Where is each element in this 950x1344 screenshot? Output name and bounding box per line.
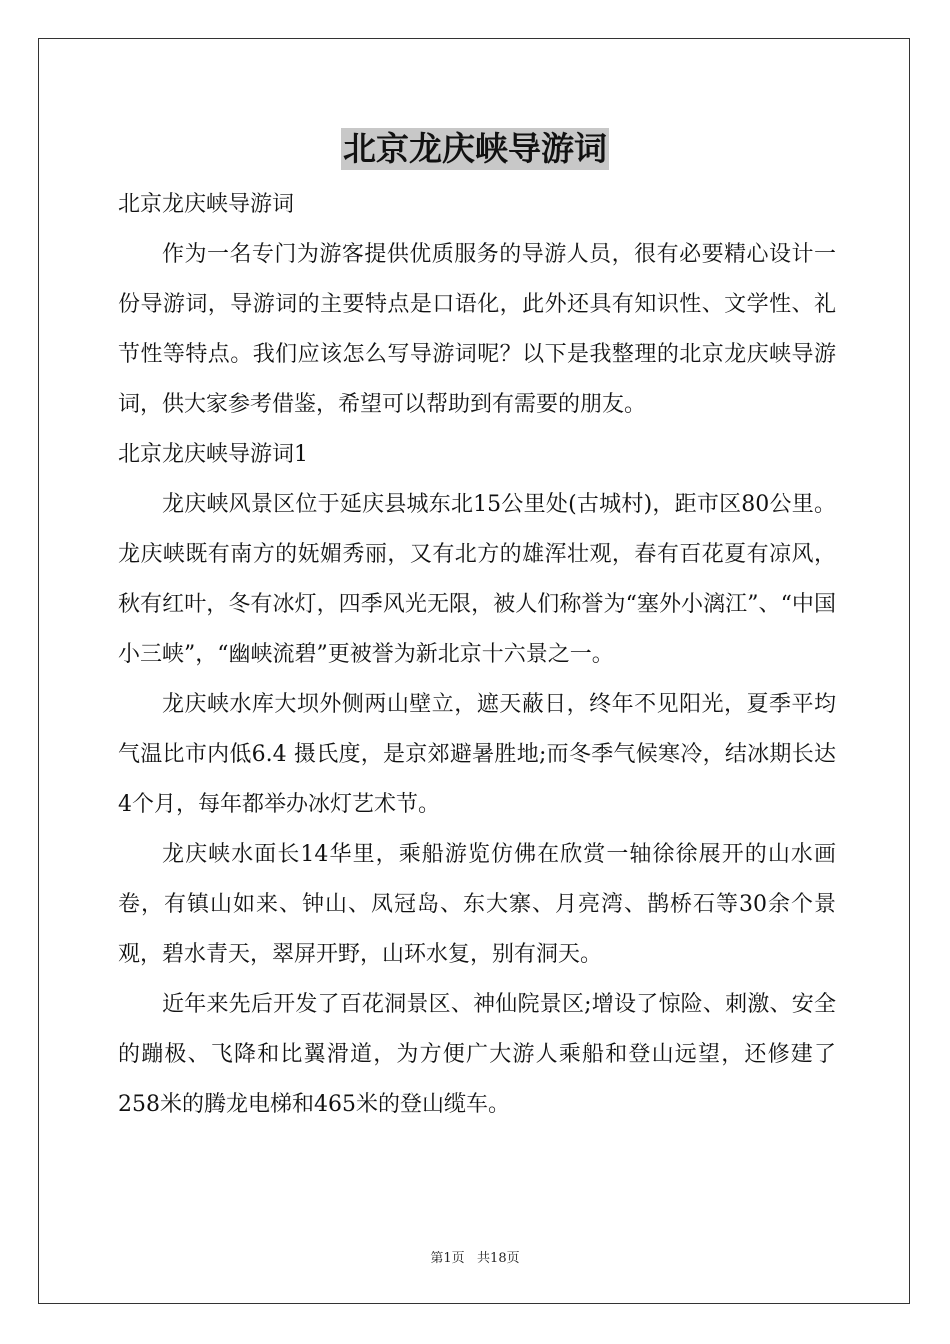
body-paragraph-4: 近年来先后开发了百花洞景区、神仙院景区;增设了惊险、刺激、安全的蹦极、飞降和比翼滑道，为方便广大游人乘船和登山远望，还修建了258米的腾龙电梯和465米的登山缆车。: [118, 992, 836, 1117]
intro-paragraph: 作为一名专门为游客提供优质服务的导游人员，很有必要精心设计一份导游词，导游词的主要特点是口语化，此外还具有知识性、文学性、礼节性等特点。我们应该怎么写导游词呢？以下是我整理的北京龙庆峡导游词，供大家参考借鉴，希望可以帮助到有需要的朋友。: [118, 242, 836, 417]
document-subtitle: 北京龙庆峡导游词: [118, 192, 295, 217]
section-heading: 北京龙庆峡导游词1: [118, 442, 308, 467]
document-title: 北京龙庆峡导游词: [343, 129, 607, 168]
page-footer: 第1页 共18页: [430, 1251, 520, 1266]
body-paragraph-3: 龙庆峡水面长14华里，乘船游览仿佛在欣赏一轴徐徐展开的山水画卷，有镇山如来、钟山、凤冠岛、东大寨、月亮湾、鹊桥石等30余个景观，碧水青天，翠屏开野，山环水复，别有洞天。: [118, 842, 836, 967]
document-body: [118, 180, 836, 1130]
title-container: [0, 128, 950, 170]
body-paragraph-1: 龙庆峡风景区位于延庆县城东北15公里处(古城村)，距市区80公里。龙庆峡既有南方的妩媚秀丽，又有北方的雄浑壮观，春有百花夏有凉风，秋有红叶，冬有冰灯，四季风光无限，被人们称誉为“塞外小漓江”、“中国小三峡”，“幽峡流碧”更被誉为新北京十六景之一。: [118, 492, 836, 667]
body-paragraph-2: 龙庆峡水库大坝外侧两山壁立，遮天蔽日，终年不见阳光，夏季平均气温比市内低6.4 摄氏度，是京郊避暑胜地;而冬季气候寒冷，结冰期长达4个月，每年都举办冰灯艺术节。: [118, 692, 836, 817]
